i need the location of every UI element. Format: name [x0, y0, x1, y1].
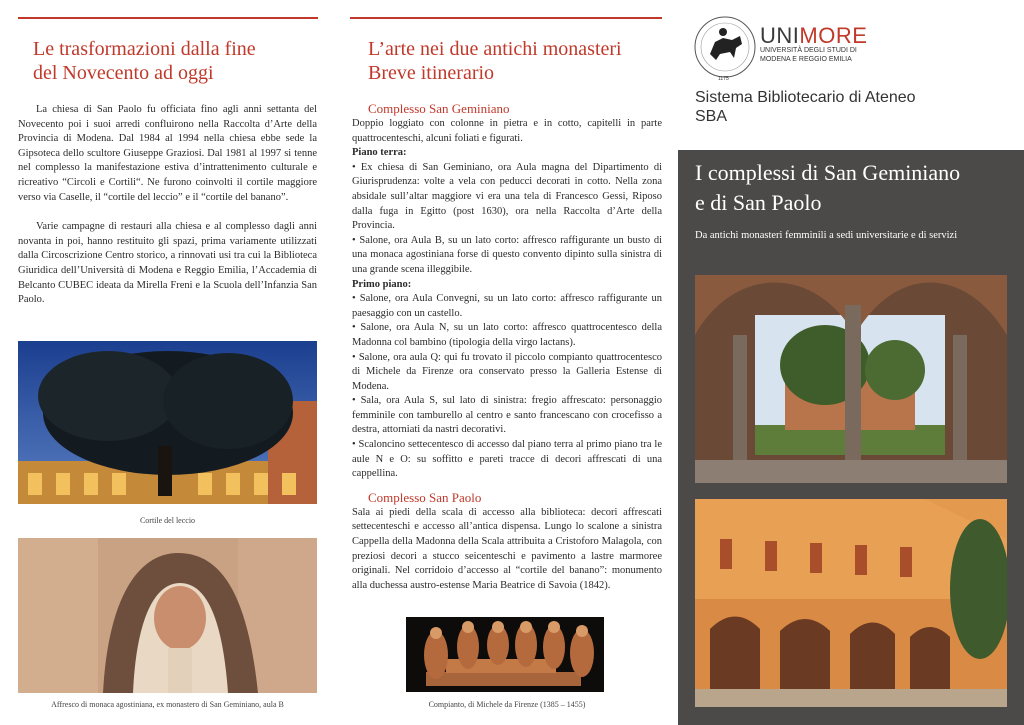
- section-title-san-paolo: Complesso San Paolo: [368, 489, 482, 505]
- caption-cortile-leccio: Cortile del leccio: [139, 516, 196, 525]
- cortile-leccio-image: [18, 341, 317, 504]
- primo-piano-heading: Primo piano:: [352, 278, 412, 290]
- piano-terra-heading: Piano terra:: [352, 147, 407, 159]
- col1-title: [33, 37, 323, 85]
- cover-subtitle: Da antichi monasteri femminili a sedi universitarie e di servizi: [695, 230, 958, 241]
- col2-title: [368, 37, 668, 85]
- col2-title-line1: L’arte nei due antichi monasteri: [368, 38, 622, 60]
- logo-university-line2: MODENA E REGGIO EMILIA: [760, 56, 852, 63]
- col2-title-line2: Breve itinerario: [368, 62, 495, 84]
- cortile-san-paolo-image: [695, 499, 1007, 707]
- unimore-logo: [690, 14, 1020, 84]
- primo-piano-item: • Salone, ora aula Q: qui fu trovato il piccolo compianto quattrocentesco di Michele da Firenze ora conservato presso la Galleria Estense di Modena.: [352, 351, 662, 392]
- col1-title-line1: Le trasformazioni dalla fine: [33, 38, 256, 60]
- col1-top-rule: [18, 17, 318, 19]
- affresco-monaca-image: [18, 538, 317, 693]
- logo-wordmark: [760, 23, 867, 49]
- cover-title-line1: I complessi di San Geminiano: [695, 160, 961, 185]
- cover-title-line2: e di San Paolo: [695, 190, 822, 215]
- piano-terra-item: • Salone, ora Aula B, su un lato corto: affresco raffigurante un busto di una monaca agostiniana forse di questo convento dipinto sulla sinistra di una grande scena illeggibile.: [352, 234, 662, 275]
- logo-year: 1175: [718, 76, 729, 82]
- col1-body: [18, 103, 317, 308]
- col1-paragraph-2: Varie campagne di restauri alla chiesa e al complesso dagli anni novanta in poi, hanno restituito gli spazi, prima variamente utilizzati dalla Circoscrizione Centro storico, a rinnovati usi tra cui la Biblioteca Giuridica dell’Università di Modena e Reggio Emilia, l’Accademia di Belcanto CUBEC ideata da Mirella Freni e la Scuola dell’Infanzia San Paolo.: [18, 221, 317, 306]
- photo-cortile-san-paolo: [695, 499, 1007, 707]
- san-geminiano-intro: Doppio loggiato con colonne in pietra e in cotto, capitelli in parte quattrocenteschi, alcuni foliati e figurati.: [352, 118, 662, 144]
- compianto-image: [406, 617, 604, 692]
- col1-paragraph-1: La chiesa di San Paolo fu officiata fino agli anni settanta del Novecento poi i suoi arredi confluirono nella Raccolta d’Arte della Provincia di Modena. Dal 1984 al 1994 nella chiesa ebbe sede la Gipsoteca dello scultore Giuseppe Graziosi. Dal 1981 al 1997 si tenne nel complesso la manifestazione estiva d’intrattenimento culturale e ricreativo “Circoli e Cortili“. Ne furono coinvolti il cortile maggiore verso via Caselle, il “cortile del leccio” e il “cortile del banano”.: [18, 104, 317, 203]
- photo-affresco-monaca: [18, 538, 317, 693]
- sistema-bibliotecario-title: [695, 88, 916, 126]
- primo-piano-item: • Scaloncino settecentesco di accesso dal piano terra al primo piano tra le aule N e O: su soffitto e pareti tracce di decori affrescati di una cappellina.: [352, 439, 662, 480]
- logo-more: MORE: [799, 23, 868, 48]
- san-paolo-text: Sala ai piedi della scala di accesso alla biblioteca: decori affrescati settecenteschi e accesso all’antica dispensa. Lungo lo scalone a sinistra Cappella della Madonna della Scala attribuita a Cristoforo Malagola, con preziosi decori a stucco seicenteschi e pavimento a lastre marmoree originali. Nel corridoio d’accesso al “cortile del banano”: monumento alla duchessa austro-estense Maria Beatrice di Savoia (1842).: [352, 506, 662, 591]
- logo-university-line1: UNIVERSITÀ DEGLI STUDI DI: [760, 47, 857, 54]
- system-line2: SBA: [695, 108, 728, 125]
- section-title-san-geminiano: Complesso San Geminiano: [368, 101, 510, 116]
- chiostro-image: [695, 275, 1007, 483]
- col2-top-rule: [350, 17, 662, 19]
- system-line1: Sistema Bibliotecario di Ateneo: [695, 89, 916, 106]
- primo-piano-item: • Sala, ora Aula S, sul lato di sinistra: fregio affrescato: personaggio femminile con tamburello al centro e santo francescano con crocefisso a destra, attorniati da nastri decorativi.: [352, 395, 662, 436]
- cover-title: [695, 158, 1015, 218]
- photo-chiostro: [695, 275, 1007, 483]
- col1-title-line2: del Novecento ad oggi: [33, 62, 214, 84]
- primo-piano-item: • Salone, ora Aula N, su un lato corto: affresco quattrocentesco della Madonna col bambino (tipologia della virgo lactans).: [352, 322, 662, 348]
- photo-compianto: [406, 617, 604, 692]
- primo-piano-item: • Salone, ora Aula Convegni, su un lato corto: affresco raffigurante un paesaggio con un castello.: [352, 293, 662, 319]
- piano-terra-item: • Ex chiesa di San Geminiano, ora Aula magna del Dipartimento di Giurisprudenza: volte a vela con peducci decorati in cotto. Nella zona absidale sull’altar maggiore vi era una tela di Francesco Gessi, Riposo dalla fuga in Egitto (post 1630), ora nella Raccolta d’Arte della Provincia.: [352, 161, 662, 232]
- university-seal-icon: [690, 14, 760, 84]
- logo-uni: UNI: [760, 23, 800, 48]
- col2-body: [352, 101, 662, 593]
- caption-compianto: Compianto, di Michele da Firenze (1385 – 1455): [428, 700, 586, 709]
- photo-cortile-del-leccio: [18, 341, 317, 504]
- caption-affresco-monaca: Affresco di monaca agostiniana, ex monastero di San Geminiano, aula B: [51, 700, 284, 709]
